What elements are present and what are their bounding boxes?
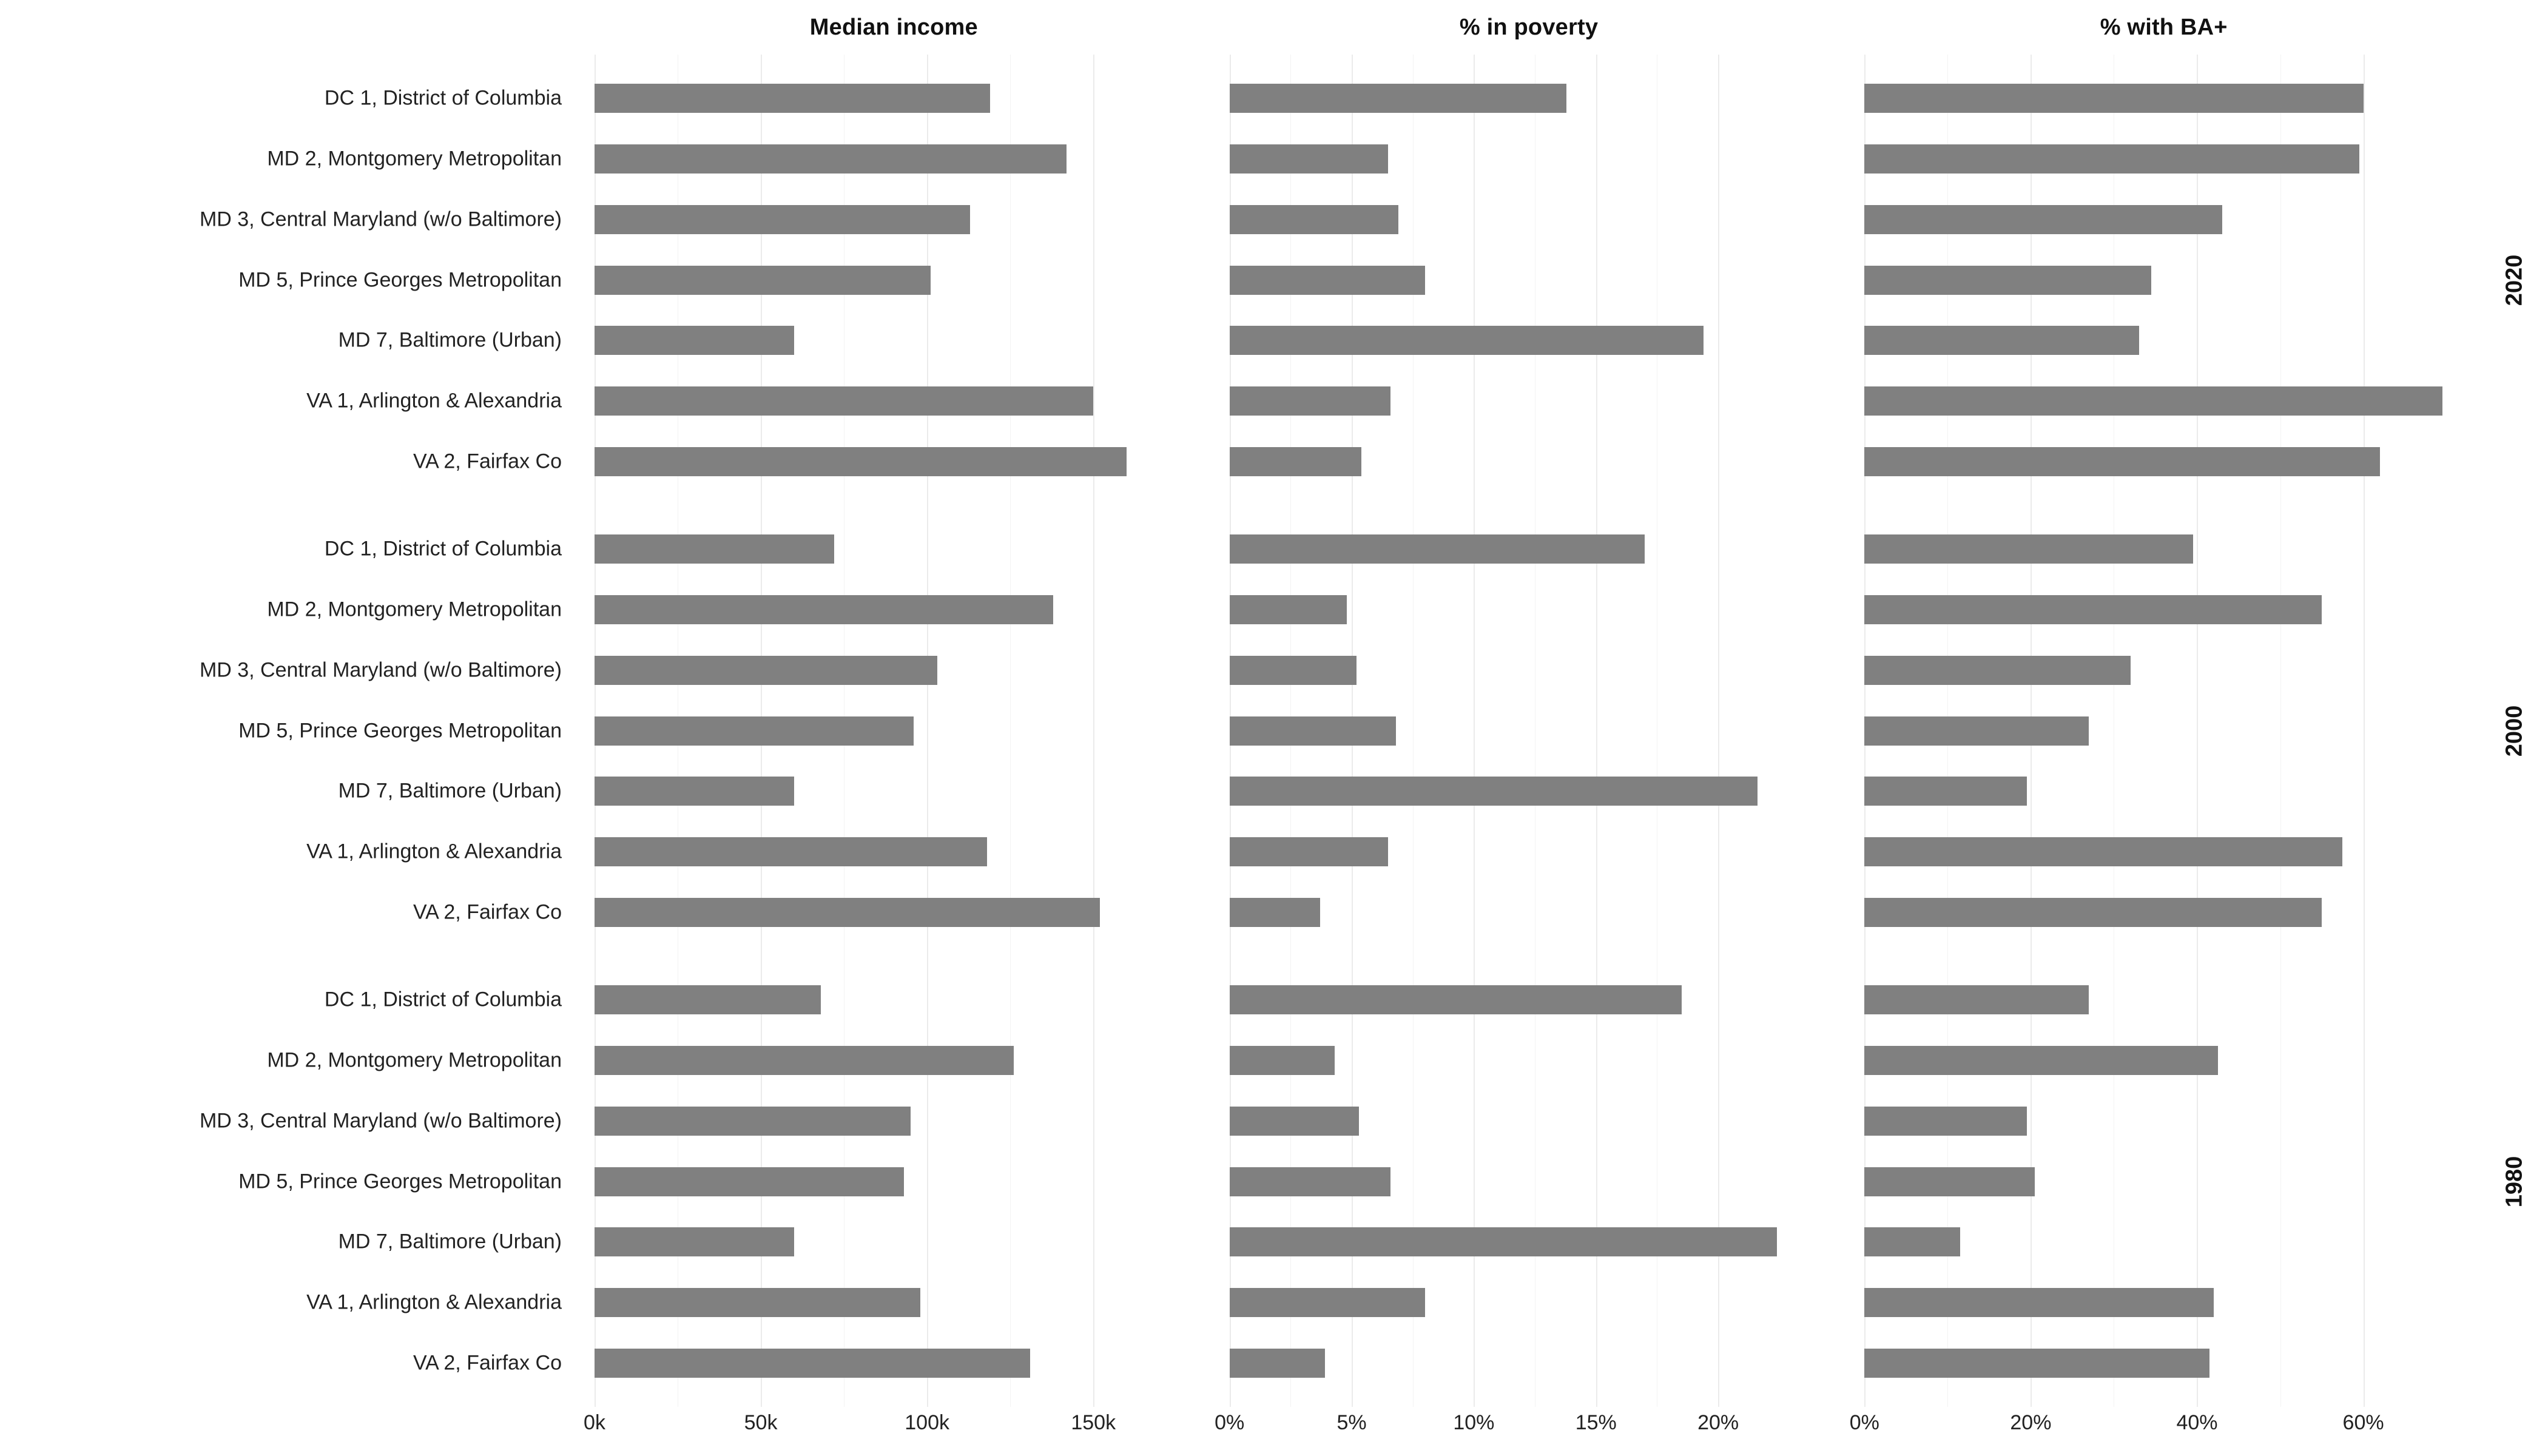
category-axis-labels: [0, 956, 576, 1407]
column-strip-row: [0, 0, 2548, 55]
panel-plot-area: [1846, 55, 2481, 505]
column-strip-median-income: [576, 0, 1212, 55]
gridline: [2197, 956, 2198, 1407]
panel-plot-area: [1212, 505, 1847, 956]
category-label: VA 1, Arlington & Alexandria: [306, 1290, 562, 1314]
x-tick-label: 100k: [905, 1411, 950, 1434]
bar: [1864, 386, 2442, 416]
gridline: [2364, 55, 2365, 505]
panel-plot-area: [1846, 956, 2481, 1407]
category-label: VA 1, Arlington & Alexandria: [306, 389, 562, 413]
category-label: MD 5, Prince Georges Metropolitan: [238, 1170, 562, 1193]
panel-1980-median-income: [576, 956, 1212, 1407]
column-strip-right-spacer: [2481, 0, 2548, 55]
bar: [1864, 1349, 2209, 1378]
category-label: MD 2, Montgomery Metropolitan: [267, 1048, 562, 1072]
row-strip-label: 2000: [2501, 705, 2527, 757]
bar: [1230, 1167, 1391, 1196]
gridline-minor: [2280, 505, 2281, 956]
row-strip-1980: [2481, 956, 2548, 1407]
bar: [1230, 837, 1389, 866]
category-label: DC 1, District of Columbia: [324, 537, 562, 561]
bar: [1864, 898, 2322, 927]
gridline-minor: [1010, 505, 1011, 956]
category-axis-labels: [0, 55, 576, 505]
bar: [1864, 1288, 2214, 1317]
column-strip-label: % in poverty: [1459, 14, 1599, 40]
bar: [1864, 266, 2151, 295]
gridline: [2364, 956, 2365, 1407]
bar: [1864, 1167, 2035, 1196]
panel-plot-area: [1846, 505, 2481, 956]
bar: [1230, 326, 1704, 355]
column-strip-ba-plus: [1846, 0, 2481, 55]
bar: [595, 386, 1093, 416]
x-tick-label: 60%: [2342, 1411, 2384, 1434]
bar: [1230, 205, 1398, 234]
category-label: MD 2, Montgomery Metropolitan: [267, 598, 562, 621]
gridline: [1474, 505, 1475, 956]
category-label: VA 1, Arlington & Alexandria: [306, 840, 562, 863]
panel-2000--in-poverty: [1212, 505, 1847, 956]
category-label: VA 2, Fairfax Co: [413, 900, 562, 924]
x-axis-row: [0, 1407, 2548, 1456]
panel-plot-area: [576, 956, 1212, 1407]
column-strip-poverty: [1212, 0, 1847, 55]
bar: [595, 1107, 911, 1136]
facet-row-2000: [0, 505, 2548, 956]
bar: [595, 1288, 920, 1317]
bar: [595, 534, 834, 564]
category-label: DC 1, District of Columbia: [324, 86, 562, 110]
bar: [595, 985, 821, 1014]
gridline: [2364, 505, 2365, 956]
category-label: MD 7, Baltimore (Urban): [338, 779, 562, 803]
panel-2000--with-ba-: [1846, 505, 2481, 956]
bar: [1864, 985, 2089, 1014]
bar: [595, 595, 1053, 624]
gridline-minor: [1010, 956, 1011, 1407]
row-strip-label: 1980: [2501, 1156, 2527, 1207]
gridline-minor: [1413, 956, 1414, 1407]
bar: [595, 1046, 1014, 1075]
x-tick-label: 20%: [2010, 1411, 2052, 1434]
bar: [1864, 1107, 2026, 1136]
bar: [1230, 1288, 1425, 1317]
bar: [1864, 716, 2089, 746]
gridline-minor: [2280, 956, 2281, 1407]
gridline: [1718, 55, 1719, 505]
gridline-minor: [1413, 505, 1414, 956]
gridline: [1093, 956, 1094, 1407]
gridline: [1596, 505, 1597, 956]
x-tick-label: 10%: [1453, 1411, 1495, 1434]
bar: [1230, 386, 1391, 416]
x-tick-label: 15%: [1575, 1411, 1617, 1434]
gridline: [1718, 505, 1719, 956]
bar: [595, 837, 987, 866]
bar: [1230, 447, 1361, 476]
bar: [1230, 985, 1682, 1014]
category-label: DC 1, District of Columbia: [324, 988, 562, 1011]
bar: [1864, 777, 2026, 806]
row-strip-label: 2020: [2501, 254, 2527, 306]
bar: [595, 144, 1067, 174]
x-tick-label: 0%: [1215, 1411, 1245, 1434]
x-axis-spacer: [0, 1407, 576, 1456]
bar: [595, 777, 794, 806]
panel-2020-median-income: [576, 55, 1212, 505]
panel-1980--with-ba-: [1846, 956, 2481, 1407]
gridline: [1474, 55, 1475, 505]
gridline: [1596, 55, 1597, 505]
bar: [595, 266, 931, 295]
bar: [1230, 716, 1396, 746]
category-label: MD 7, Baltimore (Urban): [338, 328, 562, 352]
x-tick-label: 0%: [1849, 1411, 1879, 1434]
bar: [1230, 144, 1389, 174]
gridline: [1093, 55, 1094, 505]
gridline: [927, 505, 928, 956]
bar: [595, 84, 990, 113]
x-tick-label: 150k: [1071, 1411, 1116, 1434]
x-tick-label: 5%: [1336, 1411, 1367, 1434]
gridline: [2197, 505, 2198, 956]
x-axis-right-spacer: [2481, 1407, 2548, 1456]
category-label: VA 2, Fairfax Co: [413, 450, 562, 473]
bar: [595, 1167, 904, 1196]
bar: [595, 1227, 794, 1256]
panel-plot-area: [1212, 55, 1847, 505]
bar: [595, 716, 914, 746]
panel-plot-area: [1212, 956, 1847, 1407]
bar: [1230, 1107, 1359, 1136]
bar: [595, 656, 937, 685]
column-strip-label: Median income: [809, 14, 978, 40]
x-tick-label: 20%: [1697, 1411, 1739, 1434]
bar: [1864, 447, 2380, 476]
panel-2020--in-poverty: [1212, 55, 1847, 505]
gridline: [927, 956, 928, 1407]
bar: [595, 326, 794, 355]
gridline: [2197, 55, 2198, 505]
category-axis-labels: [0, 505, 576, 956]
x-tick-label: 0k: [584, 1411, 605, 1434]
row-strip-2000: [2481, 505, 2548, 956]
row-strip-2020: [2481, 55, 2548, 505]
panel-plot-area: [576, 55, 1212, 505]
category-label: MD 3, Central Maryland (w/o Baltimore): [199, 658, 562, 682]
bar: [1864, 656, 2131, 685]
bar: [595, 898, 1100, 927]
bar: [1864, 534, 2192, 564]
bar: [1230, 595, 1347, 624]
gridline: [1596, 956, 1597, 1407]
bar: [1230, 1046, 1335, 1075]
category-label: MD 3, Central Maryland (w/o Baltimore): [199, 207, 562, 231]
bar: [1864, 84, 2363, 113]
bar: [1230, 84, 1567, 113]
x-tick-label: 50k: [744, 1411, 778, 1434]
category-label: MD 5, Prince Georges Metropolitan: [238, 268, 562, 291]
facet-row-1980: [0, 956, 2548, 1407]
bar: [1230, 1349, 1325, 1378]
panel-2020--with-ba-: [1846, 55, 2481, 505]
facet-grid: [0, 55, 2548, 1407]
bar: [1230, 777, 1758, 806]
bar: [1864, 205, 2222, 234]
category-label: MD 7, Baltimore (Urban): [338, 1230, 562, 1253]
bar: [1864, 144, 2359, 174]
bar: [1864, 837, 2342, 866]
gridline: [1093, 505, 1094, 956]
x-tick-label: 40%: [2176, 1411, 2218, 1434]
facet-row-2020: [0, 55, 2548, 505]
x-axis-poverty: [1212, 1407, 1847, 1456]
column-strip-spacer: [0, 0, 576, 55]
gridline-minor: [2280, 55, 2281, 505]
column-strip-label: % with BA+: [2100, 14, 2228, 40]
panel-1980--in-poverty: [1212, 956, 1847, 1407]
bar: [1864, 595, 2322, 624]
category-label: MD 2, Montgomery Metropolitan: [267, 147, 562, 170]
bar: [1230, 266, 1425, 295]
gridline-minor: [1010, 55, 1011, 505]
panel-plot-area: [576, 505, 1212, 956]
bar: [1864, 1227, 1960, 1256]
bar: [1230, 898, 1320, 927]
bar: [1230, 656, 1357, 685]
bar: [1864, 326, 2138, 355]
bar: [1864, 1046, 2217, 1075]
x-axis-median-income: [576, 1407, 1212, 1456]
bar: [595, 447, 1127, 476]
gridline: [1718, 956, 1719, 1407]
bar: [595, 1349, 1030, 1378]
category-label: MD 5, Prince Georges Metropolitan: [238, 719, 562, 742]
bar: [1230, 534, 1645, 564]
panel-2000-median-income: [576, 505, 1212, 956]
category-label: VA 2, Fairfax Co: [413, 1351, 562, 1375]
bar: [595, 205, 970, 234]
x-axis-ba-plus: [1846, 1407, 2481, 1456]
gridline: [1474, 956, 1475, 1407]
bar: [1230, 1227, 1777, 1256]
category-label: MD 3, Central Maryland (w/o Baltimore): [199, 1109, 562, 1133]
